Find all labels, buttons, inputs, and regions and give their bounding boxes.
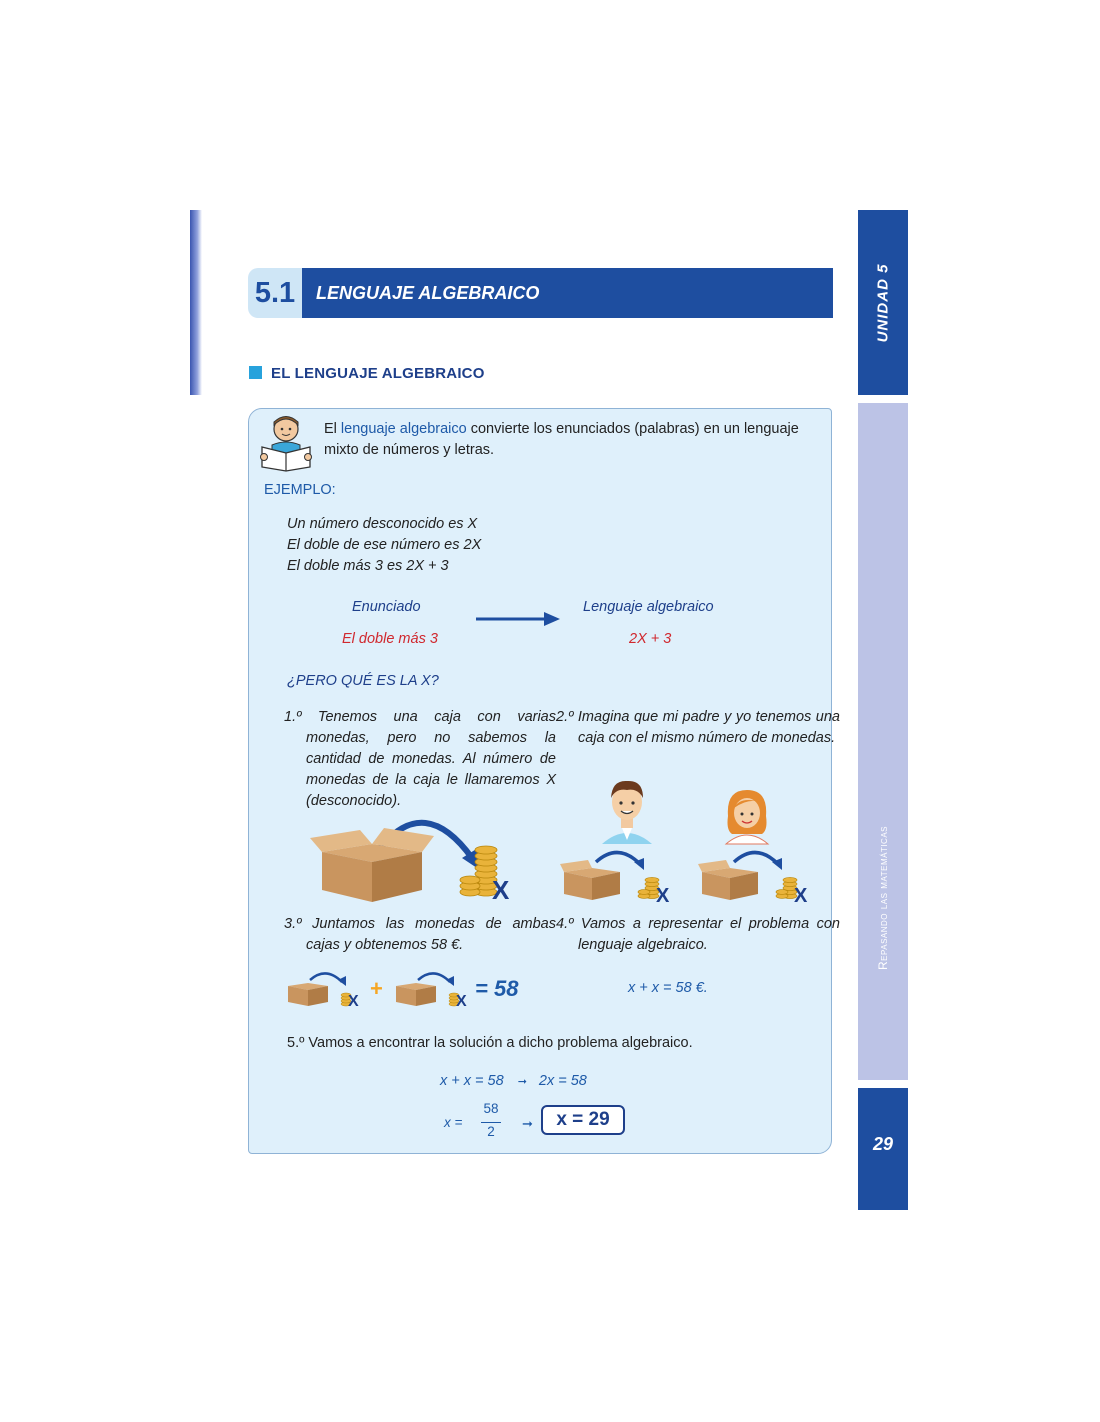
- fraction-denominator: 2: [487, 1124, 495, 1139]
- page-number: 29: [872, 1134, 894, 1154]
- first-box-coins-icon: [284, 970, 366, 1010]
- example-label: EJEMPLO:: [264, 482, 336, 498]
- small-arrow-icon: ➞: [522, 1116, 533, 1131]
- example-line-1: Un número desconocido es X: [287, 516, 478, 532]
- father-box-coins-illustration: [560, 848, 678, 907]
- unit-tab: [858, 210, 908, 395]
- question-heading: ¿PERO QUÉ ES LA X?: [287, 673, 439, 689]
- x-label: X: [492, 875, 510, 905]
- statement-example: El doble más 3: [342, 631, 438, 647]
- box-to-coins-illustration: [310, 808, 525, 904]
- algebraic-heading: Lenguaje algebraico: [583, 599, 714, 615]
- girl-box-coins-illustration: [698, 848, 816, 907]
- intro-paragraph: [324, 419, 824, 461]
- step-2-text: 2.º Imagina que mi padre y yo tenemos una caja con el mismo número de monedas.: [556, 709, 840, 746]
- reading-boy-icon: [258, 413, 314, 471]
- intro-keyword: lenguaje algebraico: [340, 421, 467, 437]
- statement-heading: Enunciado: [352, 599, 421, 615]
- girl-avatar: [718, 786, 776, 844]
- equals-58: = 58: [475, 976, 519, 1001]
- algebraic-example: 2X + 3: [629, 631, 672, 647]
- plus-operator: +: [370, 976, 383, 1001]
- section-tab: [858, 403, 908, 1080]
- second-box-coins-icon: [392, 970, 474, 1010]
- fraction-numerator: 58: [483, 1101, 499, 1116]
- step-5-equation-line: [440, 1073, 587, 1089]
- example-line-2: El doble de ese número es 2X: [287, 537, 482, 553]
- step-4-equation: x + x = 58 €.: [628, 980, 708, 996]
- step-3-text: 3.º Juntamos las monedas de ambas cajas y obtenemos 58 €.: [284, 916, 556, 953]
- x-label: X: [348, 993, 359, 1010]
- x-equals-label: x =: [444, 1115, 463, 1130]
- small-arrow-icon: ➞: [517, 1076, 527, 1088]
- result-box: x = 29: [541, 1105, 625, 1135]
- x-label: X: [456, 993, 467, 1010]
- x-label: X: [794, 885, 808, 907]
- step-1-text: 1.º Tenemos una caja con varias monedas, pero no sabemos la cantidad de monedas. Al número de monedas de la caja le llamaremos X (desconocido).: [284, 709, 556, 809]
- subheading: EL LENGUAJE ALGEBRAICO: [271, 365, 485, 382]
- intro-text-before: El: [324, 421, 341, 437]
- section-tab-label: Repasando las matemáticas: [876, 825, 890, 971]
- fraction-bar: [481, 1122, 501, 1123]
- section-number: 5.1: [248, 268, 302, 318]
- step-4-text: 4.º Vamos a representar el problema con lenguaje algebraico.: [556, 916, 840, 953]
- right-arrow-icon: [476, 609, 560, 629]
- step-5-text: 5.º Vamos a encontrar la solución a dicho problema algebraico.: [287, 1035, 693, 1051]
- left-decorative-stripe: [190, 210, 202, 395]
- equation-x-plus-x: x + x = 58: [440, 1073, 504, 1089]
- example-line-3: El doble más 3 es 2X + 3: [287, 558, 449, 574]
- page-number-tab: [858, 1088, 908, 1210]
- x-label: X: [656, 885, 670, 907]
- unit-tab-label: UNIDAD 5: [874, 263, 892, 342]
- section-header-bar: [302, 268, 833, 318]
- father-avatar: [596, 778, 658, 844]
- intro-text-after: convierte los enunciados (palabras) en un lenguaje mixto de números y letras.: [324, 421, 799, 458]
- section-title: LENGUAJE ALGEBRAICO: [316, 282, 540, 303]
- subheading-bullet-icon: [249, 366, 262, 379]
- equation-2x: 2x = 58: [538, 1073, 587, 1089]
